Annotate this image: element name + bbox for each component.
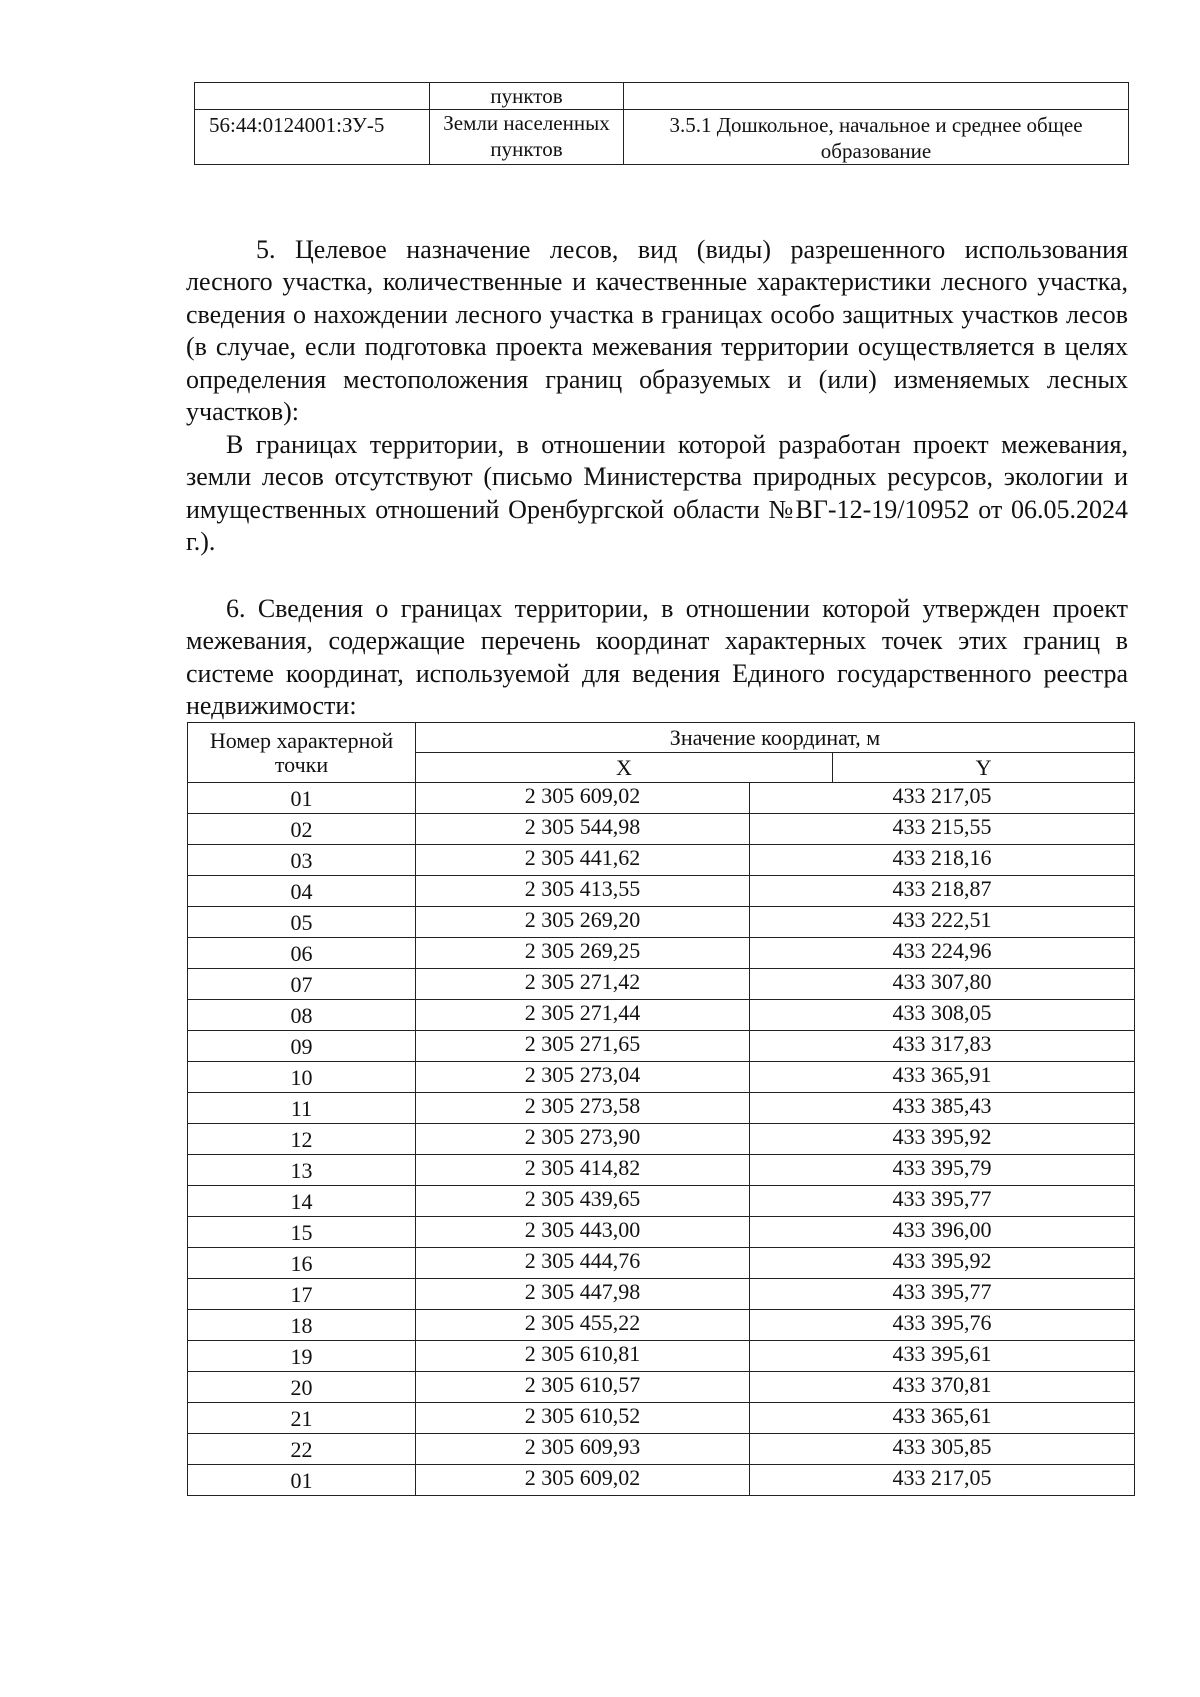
y-header: Y xyxy=(833,753,1135,783)
coordinates-table xyxy=(187,722,1135,1496)
x-coordinate-cell: 2 305 609,93 xyxy=(416,1434,750,1465)
table-row xyxy=(188,876,1135,907)
section-5-heading: 5. Целевое назначение лесов, вид (виды) разрешенного использования лесного участка, количественные и качественные характеристики лесного участка, сведения о нахождении лесного участка в границах особо защитных участков лесов (в случае, если подготовка проекта межевания территории осуществляется в целях определения местоположения границ образуемых и (или) изменяемых лесных участков): xyxy=(186,235,1128,427)
y-coordinate-cell: 433 396,00 xyxy=(750,1217,1135,1248)
y-coordinate-cell: 433 222,51 xyxy=(750,907,1135,938)
point-number-cell: 04 xyxy=(188,876,416,907)
y-coordinate-cell: 433 395,92 xyxy=(750,1124,1135,1155)
y-coordinate-cell: 433 365,61 xyxy=(750,1403,1135,1434)
table-row xyxy=(188,1155,1135,1186)
point-number-cell: 18 xyxy=(188,1310,416,1341)
x-coordinate-cell: 2 305 414,82 xyxy=(416,1155,750,1186)
x-coordinate-cell: 2 305 269,25 xyxy=(416,938,750,969)
point-number-cell: 13 xyxy=(188,1155,416,1186)
point-number-cell: 01 xyxy=(188,1465,416,1496)
table-row xyxy=(188,814,1135,845)
cadastral-number-cell xyxy=(195,83,430,110)
land-category-cell: пунктов xyxy=(430,83,624,110)
point-number-cell: 03 xyxy=(188,845,416,876)
x-coordinate-cell: 2 305 271,44 xyxy=(416,1000,750,1031)
x-coordinate-cell: 2 305 443,00 xyxy=(416,1217,750,1248)
y-coordinate-cell: 433 224,96 xyxy=(750,938,1135,969)
x-coordinate-cell: 2 305 610,52 xyxy=(416,1403,750,1434)
point-number-cell: 19 xyxy=(188,1341,416,1372)
y-coordinate-cell: 433 218,87 xyxy=(750,876,1135,907)
y-coordinate-cell: 433 307,80 xyxy=(750,969,1135,1000)
table-row xyxy=(188,969,1135,1000)
point-number-cell: 14 xyxy=(188,1186,416,1217)
point-number-cell: 17 xyxy=(188,1279,416,1310)
y-coordinate-cell: 433 317,83 xyxy=(750,1031,1135,1062)
land-use-row xyxy=(195,110,1129,165)
coordinates-body xyxy=(188,783,1135,1496)
x-coordinate-cell: 2 305 273,58 xyxy=(416,1093,750,1124)
table-row xyxy=(188,1217,1135,1248)
coordinate-values-header: Значение координат, м xyxy=(416,723,1135,753)
x-coordinate-cell: 2 305 447,98 xyxy=(416,1279,750,1310)
section-5-body: В границах территории, в отношении которой разработан проект межевания, земли лесов отсутствуют (письмо Министерства природных ресурсов, экологии и имущественных отношений Оренбургской области №ВГ-12-19/10952 от 06.05.2024 г.). xyxy=(186,430,1128,557)
x-coordinate-cell: 2 305 271,42 xyxy=(416,969,750,1000)
y-coordinate-cell: 433 395,76 xyxy=(750,1310,1135,1341)
x-coordinate-cell: 2 305 609,02 xyxy=(416,1465,750,1496)
point-number-cell: 10 xyxy=(188,1062,416,1093)
y-coordinate-cell: 433 217,05 xyxy=(750,783,1135,814)
point-number-cell: 08 xyxy=(188,1000,416,1031)
x-coordinate-cell: 2 305 271,65 xyxy=(416,1031,750,1062)
table-row xyxy=(188,1186,1135,1217)
table-row xyxy=(188,1341,1135,1372)
y-coordinate-cell: 433 365,91 xyxy=(750,1062,1135,1093)
point-number-cell: 05 xyxy=(188,907,416,938)
point-number-cell: 02 xyxy=(188,814,416,845)
y-coordinate-cell: 433 215,55 xyxy=(750,814,1135,845)
y-coordinate-cell: 433 395,61 xyxy=(750,1341,1135,1372)
y-coordinate-cell: 433 217,05 xyxy=(750,1465,1135,1496)
permitted-use-cell: 3.5.1 Дошкольное, начальное и среднее общее образование xyxy=(624,110,1129,165)
x-coordinate-cell: 2 305 609,02 xyxy=(416,783,750,814)
point-number-header: Номер характерной точки xyxy=(188,723,416,783)
point-number-cell: 12 xyxy=(188,1124,416,1155)
land-category-cell: Земли населенных пунктов xyxy=(430,110,624,165)
table-row xyxy=(188,938,1135,969)
cadastral-number-cell: 56:44:0124001:ЗУ-5 xyxy=(195,110,430,165)
x-coordinate-cell: 2 305 269,20 xyxy=(416,907,750,938)
point-number-cell: 01 xyxy=(188,783,416,814)
point-number-cell: 15 xyxy=(188,1217,416,1248)
table-row xyxy=(188,907,1135,938)
section-6-heading: 6. Сведения о границах территории, в отношении которой утвержден проект межевания, содержащие перечень координат характерных точек этих границ в системе координат, используемой для ведения Единого государственного реестра недвижимости: xyxy=(186,594,1128,721)
y-coordinate-cell: 433 308,05 xyxy=(750,1000,1135,1031)
table-row xyxy=(188,1248,1135,1279)
table-row xyxy=(188,845,1135,876)
y-coordinate-cell: 433 305,85 xyxy=(750,1434,1135,1465)
x-coordinate-cell: 2 305 455,22 xyxy=(416,1310,750,1341)
coordinates-header-row xyxy=(188,723,1135,753)
table-row xyxy=(188,1031,1135,1062)
x-coordinate-cell: 2 305 610,81 xyxy=(416,1341,750,1372)
table-row xyxy=(188,1310,1135,1341)
y-coordinate-cell: 433 218,16 xyxy=(750,845,1135,876)
x-coordinate-cell: 2 305 439,65 xyxy=(416,1186,750,1217)
table-row xyxy=(188,1062,1135,1093)
table-row xyxy=(188,1000,1135,1031)
table-row xyxy=(188,783,1135,814)
table-row xyxy=(188,1124,1135,1155)
point-number-cell: 16 xyxy=(188,1248,416,1279)
x-coordinate-cell: 2 305 273,04 xyxy=(416,1062,750,1093)
table-row xyxy=(188,1372,1135,1403)
table-row xyxy=(188,1279,1135,1310)
x-coordinate-cell: 2 305 413,55 xyxy=(416,876,750,907)
point-number-cell: 06 xyxy=(188,938,416,969)
x-header: X xyxy=(416,753,833,783)
table-row xyxy=(188,1465,1135,1496)
x-coordinate-cell: 2 305 610,57 xyxy=(416,1372,750,1403)
permitted-use-cell xyxy=(624,83,1129,110)
y-coordinate-cell: 433 395,92 xyxy=(750,1248,1135,1279)
x-coordinate-cell: 2 305 544,98 xyxy=(416,814,750,845)
point-number-cell: 07 xyxy=(188,969,416,1000)
y-coordinate-cell: 433 370,81 xyxy=(750,1372,1135,1403)
y-coordinate-cell: 433 395,77 xyxy=(750,1186,1135,1217)
point-number-cell: 09 xyxy=(188,1031,416,1062)
table-row xyxy=(188,1434,1135,1465)
table-row xyxy=(188,1403,1135,1434)
y-coordinate-cell: 433 385,43 xyxy=(750,1093,1135,1124)
table-row xyxy=(188,1093,1135,1124)
x-coordinate-cell: 2 305 273,90 xyxy=(416,1124,750,1155)
point-number-cell: 22 xyxy=(188,1434,416,1465)
point-number-cell: 11 xyxy=(188,1093,416,1124)
x-coordinate-cell: 2 305 444,76 xyxy=(416,1248,750,1279)
y-coordinate-cell: 433 395,77 xyxy=(750,1279,1135,1310)
point-number-cell: 20 xyxy=(188,1372,416,1403)
x-coordinate-cell: 2 305 441,62 xyxy=(416,845,750,876)
point-number-cell: 21 xyxy=(188,1403,416,1434)
land-use-table xyxy=(194,82,1129,165)
land-use-row xyxy=(195,83,1129,110)
y-coordinate-cell: 433 395,79 xyxy=(750,1155,1135,1186)
